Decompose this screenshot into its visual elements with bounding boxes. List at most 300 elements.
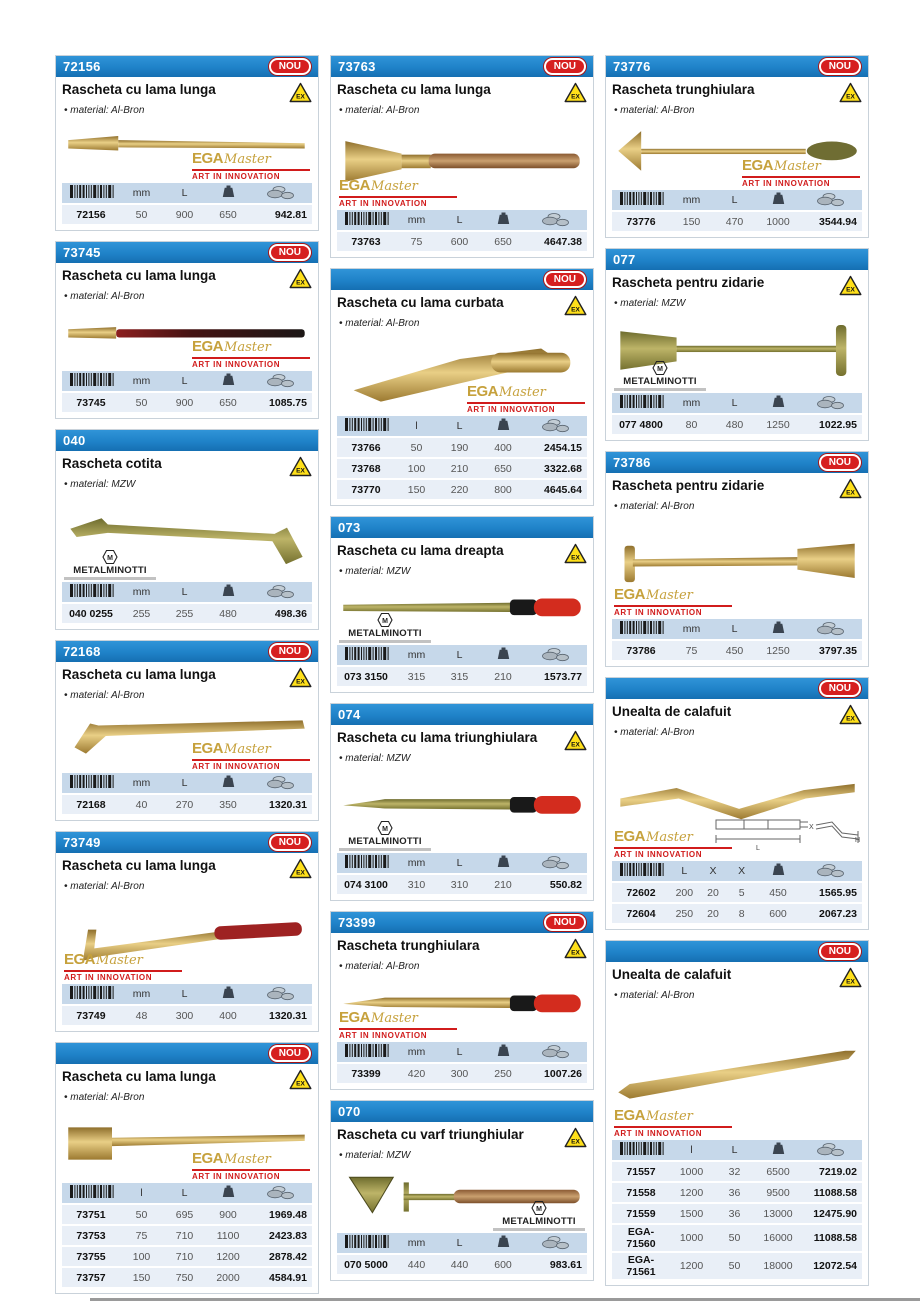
ega-master-logo	[339, 177, 457, 208]
scale-weights-icon	[266, 1184, 296, 1200]
spec-code: 040 0255	[62, 603, 120, 624]
ega-script: Master	[224, 340, 271, 355]
svg-text:EX: EX	[846, 978, 855, 986]
svg-text:EX: EX	[296, 93, 305, 101]
spec-col-barcode	[337, 1233, 395, 1254]
spec-header-row	[612, 1140, 862, 1161]
spec-price: 2067.23	[800, 903, 862, 924]
spec-code: 72602	[612, 882, 670, 903]
spec-value: 150	[395, 479, 438, 500]
product-code-bar	[56, 430, 318, 451]
spec-col-dim: L	[163, 582, 206, 603]
spec-col-weight	[756, 393, 800, 414]
spec-value: 190	[438, 437, 481, 458]
spec-value: 13000	[756, 1203, 800, 1224]
spec-header-row	[612, 393, 862, 414]
spec-col-price	[525, 1233, 587, 1254]
scale-weights-icon	[541, 1234, 571, 1250]
weight-icon	[221, 774, 236, 789]
title-row	[62, 858, 312, 879]
spec-col-price	[250, 1183, 312, 1204]
spec-value: 480	[206, 603, 250, 624]
title-row	[62, 667, 312, 688]
spec-col-dim: L	[163, 371, 206, 392]
product-code-bar	[331, 704, 593, 725]
card-body	[606, 473, 868, 666]
product-code: 040	[63, 433, 86, 448]
spec-value: 650	[206, 204, 250, 225]
spec-header-row	[612, 861, 862, 882]
spec-price: 2878.42	[250, 1246, 312, 1267]
ega-word: EGA	[64, 951, 96, 968]
spec-col-dim: L	[438, 645, 481, 666]
spec-value: 250	[481, 1063, 525, 1084]
product-title: Rascheta cu lama lunga	[62, 1069, 216, 1084]
nou-badge: NOU	[544, 914, 586, 931]
spec-value: 440	[395, 1254, 438, 1275]
spec-col-dim: L	[438, 416, 481, 437]
ega-tagline: ART IN INNOVATION	[614, 605, 732, 617]
ega-word: EGA	[339, 1009, 371, 1026]
product-material: • material: MZW	[64, 479, 136, 490]
ex-warning-icon	[839, 704, 862, 725]
product-code: 070	[338, 1104, 361, 1119]
product-image-area	[612, 311, 862, 391]
product-code: 73399	[338, 915, 376, 930]
ega-tagline: ART IN INNOVATION	[467, 402, 585, 414]
spec-row	[612, 640, 862, 661]
product-material: • material: MZW	[614, 298, 686, 309]
spec-col-price	[250, 773, 312, 794]
nou-badge: NOU	[269, 1045, 311, 1062]
ega-tagline: ART IN INNOVATION	[192, 759, 310, 771]
scale-weights-icon	[266, 985, 296, 1001]
title-row	[612, 704, 862, 725]
spec-value: 210	[438, 458, 481, 479]
ega-word: EGA	[614, 1107, 646, 1124]
product-title: Rascheta cotita	[62, 456, 162, 471]
product-image-area	[337, 579, 587, 643]
spec-value: 50	[395, 437, 438, 458]
title-row	[337, 543, 587, 564]
ega-word: EGA	[192, 740, 224, 757]
product-card	[330, 703, 594, 901]
scale-weights-icon	[816, 862, 846, 878]
card-body	[606, 699, 868, 929]
spec-table	[337, 210, 587, 253]
spec-col-dim: mm	[120, 773, 163, 794]
spec-table	[337, 1233, 587, 1276]
spec-value: 36	[713, 1203, 756, 1224]
spec-code: 73768	[337, 458, 395, 479]
spec-col-barcode	[62, 773, 120, 794]
barcode-icon	[618, 1142, 664, 1155]
spec-row	[337, 437, 587, 458]
spec-value: 480	[713, 414, 756, 435]
barcode-icon	[343, 647, 389, 660]
product-title: Unealta de calafuit	[612, 704, 732, 719]
spec-code: 72156	[62, 204, 120, 225]
spec-code: 070 5000	[337, 1254, 395, 1275]
barcode-icon	[343, 1235, 389, 1248]
spec-code: 73399	[337, 1063, 395, 1084]
metalminotti-subtitle	[493, 1228, 585, 1231]
spec-code: 73770	[337, 479, 395, 500]
spec-col-weight	[206, 984, 250, 1005]
title-row	[337, 938, 587, 959]
product-material: • material: Al-Bron	[64, 105, 145, 116]
weight-icon	[496, 646, 511, 661]
spec-value: 8	[727, 903, 756, 924]
spec-col-price	[525, 645, 587, 666]
weight-icon	[771, 1141, 786, 1156]
metalminotti-gear-icon	[101, 549, 119, 565]
spec-col-weight	[481, 210, 525, 231]
spec-row	[62, 603, 312, 624]
spec-header-row	[62, 984, 312, 1005]
ega-wordmark	[192, 740, 310, 758]
spec-col-dim: L	[163, 183, 206, 204]
spec-value: 75	[670, 640, 713, 661]
ega-tagline: ART IN INNOVATION	[192, 1169, 310, 1181]
product-title: Rascheta trunghiulara	[612, 82, 755, 97]
spec-col-barcode	[337, 210, 395, 231]
weight-icon	[496, 1234, 511, 1249]
spec-value: 1250	[756, 414, 800, 435]
spec-col-dim: mm	[670, 393, 713, 414]
barcode-icon	[618, 395, 664, 408]
spec-value: 75	[395, 231, 438, 252]
ega-wordmark	[614, 828, 732, 846]
spec-code: EGA-71561	[612, 1252, 670, 1280]
spec-col-weight	[481, 645, 525, 666]
spec-value: 600	[756, 903, 800, 924]
ex-warning-icon	[839, 275, 862, 296]
product-material: • material: Al-Bron	[614, 990, 695, 1001]
product-image-area	[337, 974, 587, 1040]
spec-code: 73745	[62, 392, 120, 413]
spec-col-dim: mm	[120, 984, 163, 1005]
spec-col-dim: X	[699, 861, 728, 882]
spec-row	[337, 458, 587, 479]
ega-tagline: ART IN INNOVATION	[192, 357, 310, 369]
spec-value: 2000	[206, 1267, 250, 1288]
ega-master-logo	[742, 157, 860, 188]
spec-value: 50	[120, 1204, 163, 1225]
metalminotti-name: METALMINOTTI	[348, 628, 422, 639]
spec-value: 220	[438, 479, 481, 500]
card-body	[56, 77, 318, 230]
barcode-icon	[68, 584, 114, 597]
ega-script: Master	[646, 1109, 693, 1124]
product-image-area	[612, 118, 862, 188]
product-title: Rascheta pentru zidarie	[612, 478, 765, 493]
spec-price: 1969.48	[250, 1204, 312, 1225]
spec-price: 1022.95	[800, 414, 862, 435]
spec-value: 18000	[756, 1252, 800, 1280]
spec-col-barcode	[62, 183, 120, 204]
title-row	[62, 82, 312, 103]
product-material: • material: Al-Bron	[339, 961, 420, 972]
barcode-icon	[68, 775, 114, 788]
spec-row	[62, 1005, 312, 1026]
ega-script: Master	[224, 1152, 271, 1167]
ega-script: Master	[96, 953, 143, 968]
product-image-area	[62, 492, 312, 580]
ega-tagline: ART IN INNOVATION	[64, 970, 182, 982]
catalog-column	[55, 55, 319, 1294]
product-title: Rascheta cu lama lunga	[62, 667, 216, 682]
ega-master-logo	[614, 586, 732, 617]
metalminotti-name: METALMINOTTI	[73, 565, 147, 576]
title-row	[612, 275, 862, 296]
product-title: Rascheta cu lama dreapta	[337, 543, 504, 558]
spec-code: 73766	[337, 437, 395, 458]
svg-text:EX: EX	[571, 554, 580, 562]
spec-value: 400	[206, 1005, 250, 1026]
spec-col-barcode	[337, 1042, 395, 1063]
spec-value: 450	[756, 882, 800, 903]
metalminotti-subtitle	[339, 640, 431, 643]
product-card	[605, 248, 869, 441]
spec-value: 1200	[670, 1252, 713, 1280]
ega-tagline: ART IN INNOVATION	[192, 169, 310, 181]
spec-value: 750	[163, 1267, 206, 1288]
barcode-icon	[68, 373, 114, 386]
product-material: • material: Al-Bron	[339, 318, 420, 329]
spec-table	[612, 1140, 862, 1281]
ega-word: EGA	[192, 338, 224, 355]
product-material: • material: MZW	[339, 1150, 411, 1161]
product-title: Rascheta cu varf triunghiular	[337, 1127, 524, 1142]
spec-value: 5	[727, 882, 756, 903]
ega-wordmark	[64, 951, 182, 969]
spec-value: 300	[163, 1005, 206, 1026]
spec-price: 4584.91	[250, 1267, 312, 1288]
spec-value: 150	[670, 211, 713, 232]
ega-word: EGA	[192, 150, 224, 167]
spec-col-dim: l	[120, 1183, 163, 1204]
spec-row	[612, 1182, 862, 1203]
metalminotti-gear-icon	[376, 612, 394, 628]
product-title: Rascheta cu lama curbata	[337, 295, 504, 310]
product-card	[605, 940, 869, 1286]
product-material: • material: Al-Bron	[339, 105, 420, 116]
spec-col-price	[800, 1140, 862, 1161]
nou-badge: NOU	[544, 271, 586, 288]
spec-col-price	[525, 853, 587, 874]
spec-value: 6500	[756, 1161, 800, 1182]
spec-value: 400	[481, 437, 525, 458]
spec-header-row	[337, 1042, 587, 1063]
ex-warning-icon	[839, 82, 862, 103]
spec-code: 72604	[612, 903, 670, 924]
spec-price: 1320.31	[250, 794, 312, 815]
spec-value: 80	[670, 414, 713, 435]
spec-col-dim: L	[713, 619, 756, 640]
spec-value: 310	[438, 874, 481, 895]
spec-table	[62, 582, 312, 625]
spec-value: 40	[120, 794, 163, 815]
spec-code: 73776	[612, 211, 670, 232]
ex-warning-icon	[564, 1127, 587, 1148]
product-code: 72168	[63, 644, 101, 659]
spec-col-price	[250, 183, 312, 204]
dimension-diagram	[712, 813, 862, 859]
spec-value: 1250	[756, 640, 800, 661]
spec-table	[62, 183, 312, 226]
metalminotti-name: METALMINOTTI	[623, 376, 697, 387]
spec-col-dim: L	[163, 984, 206, 1005]
spec-row	[337, 666, 587, 687]
spec-col-dim: mm	[670, 190, 713, 211]
ega-wordmark	[192, 338, 310, 356]
spec-value: 650	[481, 458, 525, 479]
spec-col-price	[250, 371, 312, 392]
metalminotti-subtitle	[64, 577, 156, 580]
svg-text:H: H	[854, 837, 860, 844]
scale-weights-icon	[816, 191, 846, 207]
spec-col-weight	[756, 619, 800, 640]
spec-row	[612, 1252, 862, 1280]
product-code-bar	[606, 249, 868, 270]
ega-wordmark	[192, 150, 310, 168]
spec-value: 710	[163, 1246, 206, 1267]
spec-row	[337, 1063, 587, 1084]
ega-master-logo	[192, 150, 310, 181]
product-code-bar	[606, 678, 868, 699]
product-title: Rascheta cu lama lunga	[62, 858, 216, 873]
spec-value: 50	[120, 392, 163, 413]
spec-value: 210	[481, 874, 525, 895]
svg-text:EX: EX	[846, 715, 855, 723]
spec-header-row	[62, 773, 312, 794]
spec-value: 650	[481, 231, 525, 252]
spec-row	[612, 1161, 862, 1182]
product-card	[55, 831, 319, 1032]
spec-value: 470	[713, 211, 756, 232]
product-code-bar	[606, 941, 868, 962]
spec-header-row	[612, 190, 862, 211]
weight-icon	[496, 417, 511, 432]
ega-wordmark	[742, 157, 860, 175]
spec-price: 3322.68	[525, 458, 587, 479]
spec-price: 11088.58	[800, 1182, 862, 1203]
ega-master-logo	[192, 338, 310, 369]
metalminotti-subtitle	[339, 848, 431, 851]
catalog-columns	[55, 55, 869, 1294]
product-material: • material: Al-Bron	[614, 501, 695, 512]
spec-value: 315	[438, 666, 481, 687]
scale-weights-icon	[816, 1141, 846, 1157]
product-card	[55, 640, 319, 821]
spec-col-barcode	[612, 619, 670, 640]
product-image-area	[337, 331, 587, 414]
ega-master-logo	[192, 1150, 310, 1181]
spec-table	[337, 1042, 587, 1085]
spec-value: 50	[713, 1224, 756, 1252]
spec-code: 71557	[612, 1161, 670, 1182]
product-code-bar	[606, 452, 868, 473]
ega-script: Master	[224, 742, 271, 757]
ega-wordmark	[614, 1107, 732, 1125]
weight-icon	[221, 184, 236, 199]
weight-icon	[496, 211, 511, 226]
spec-table	[612, 861, 862, 925]
svg-text:EX: EX	[571, 93, 580, 101]
ex-warning-icon	[289, 456, 312, 477]
ega-master-logo	[467, 383, 585, 414]
product-card	[55, 1042, 319, 1294]
spec-row	[337, 231, 587, 252]
barcode-icon	[343, 1044, 389, 1057]
spec-value: 210	[481, 666, 525, 687]
ex-warning-icon	[289, 667, 312, 688]
weight-icon	[771, 620, 786, 635]
product-code-bar	[331, 56, 593, 77]
spec-value: 695	[163, 1204, 206, 1225]
product-code: 073	[338, 520, 361, 535]
spec-value: 100	[395, 458, 438, 479]
spec-value: 48	[120, 1005, 163, 1026]
ega-word: EGA	[192, 1150, 224, 1167]
spec-col-weight	[206, 183, 250, 204]
spec-row	[62, 794, 312, 815]
spec-code: 71558	[612, 1182, 670, 1203]
card-body	[331, 933, 593, 1089]
nou-badge: NOU	[269, 834, 311, 851]
catalog-column	[330, 55, 594, 1294]
ega-word: EGA	[467, 383, 499, 400]
spec-value: 20	[699, 903, 728, 924]
ex-warning-icon	[289, 82, 312, 103]
ega-master-logo	[614, 828, 732, 859]
product-title: Rascheta pentru zidarie	[612, 275, 765, 290]
svg-text:M: M	[382, 618, 388, 625]
spec-col-dim: L	[163, 773, 206, 794]
card-body	[56, 451, 318, 629]
spec-col-dim: mm	[395, 853, 438, 874]
spec-value: 150	[120, 1267, 163, 1288]
ega-master-logo	[64, 951, 182, 982]
spec-col-price	[800, 393, 862, 414]
spec-col-dim: mm	[120, 371, 163, 392]
spec-table	[62, 1183, 312, 1289]
weight-icon	[496, 1043, 511, 1058]
product-code: 73786	[613, 455, 651, 470]
product-card	[55, 429, 319, 630]
spec-header-row	[612, 619, 862, 640]
spec-col-dim: mm	[395, 210, 438, 231]
svg-text:X: X	[809, 824, 814, 831]
spec-row	[612, 903, 862, 924]
product-code: 73745	[63, 245, 101, 260]
product-code: 73749	[63, 835, 101, 850]
spec-row	[612, 1203, 862, 1224]
product-material: • material: Al-Bron	[64, 1092, 145, 1103]
ega-tagline: ART IN INNOVATION	[742, 176, 860, 188]
spec-value: 1000	[756, 211, 800, 232]
ex-warning-icon	[289, 1069, 312, 1090]
spec-value: 600	[438, 231, 481, 252]
ega-script: Master	[224, 152, 271, 167]
scale-weights-icon	[541, 211, 571, 227]
product-code: 73763	[338, 59, 376, 74]
scale-weights-icon	[266, 774, 296, 790]
scale-weights-icon	[541, 1043, 571, 1059]
spec-col-weight	[206, 773, 250, 794]
spec-value: 450	[713, 640, 756, 661]
